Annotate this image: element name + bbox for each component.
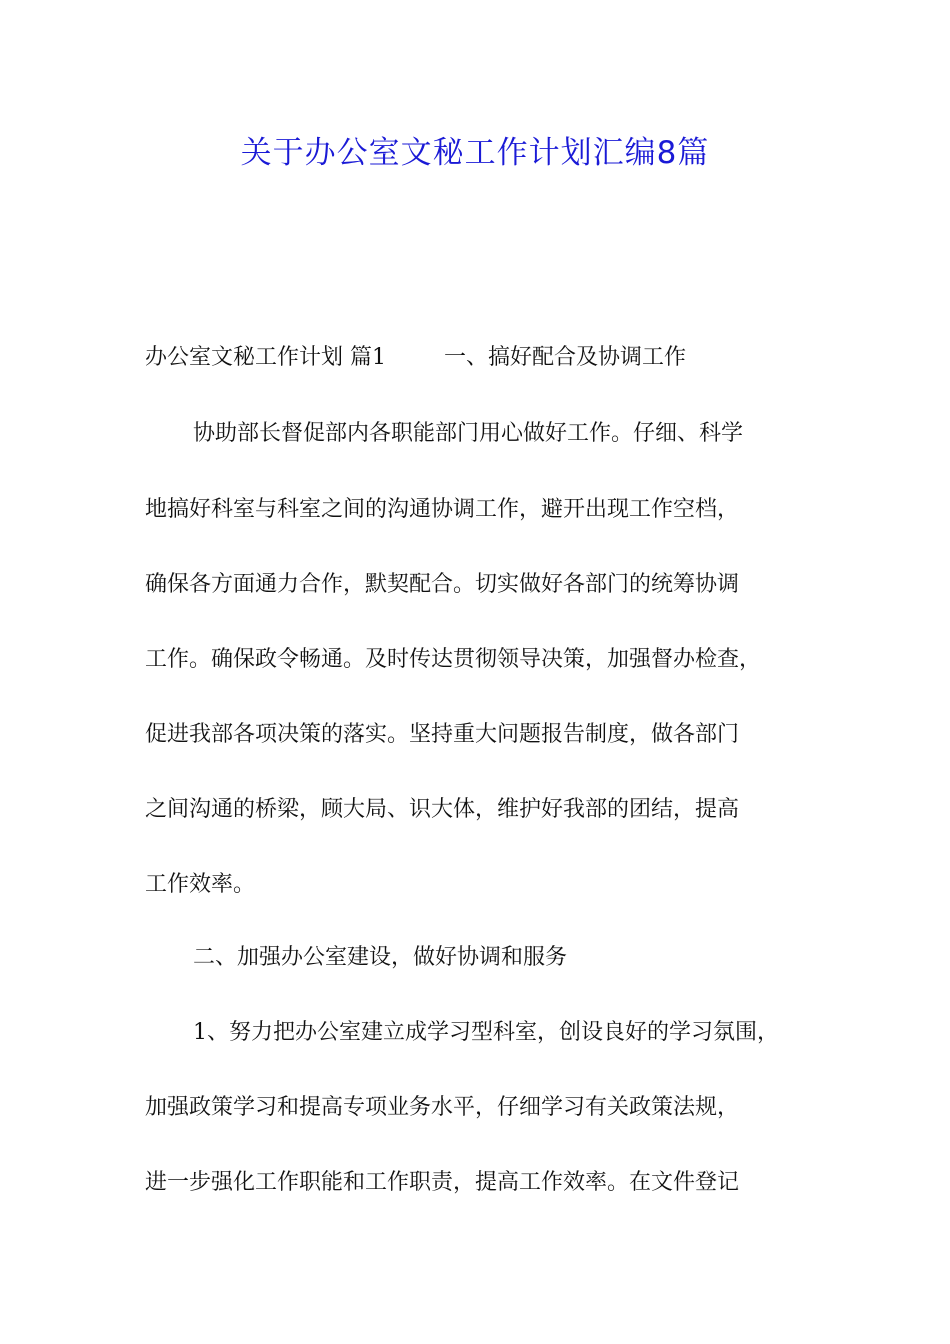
paragraph-line: 加强政策学习和提高专项业务水平，仔细学习有关政策法规， xyxy=(145,1095,740,1120)
section-heading xyxy=(145,342,835,374)
paragraph-line: 确保各方面通力合作，默契配合。切实做好各部门的统筹协调 xyxy=(145,572,740,597)
paragraph-line: 之间沟通的桥梁，顾大局、识大体，维护好我部的团结，提高 xyxy=(145,797,740,822)
subsection-heading: 二、加强办公室建设，做好协调和服务 xyxy=(193,945,568,970)
paragraph-line: 工作。确保政令畅通。及时传达贯彻领导决策，加强督办检查， xyxy=(145,647,762,672)
paragraph-line: 促进我部各项决策的落实。坚持重大问题报告制度，做各部门 xyxy=(145,722,740,747)
paragraph-line: 协助部长督促部内各职能部门用心做好工作。仔细、科学 xyxy=(193,421,744,446)
paragraph-line: 地搞好科室与科室之间的沟通协调工作，避开出现工作空档， xyxy=(145,497,740,522)
section-title: 一、搞好配合及协调工作 xyxy=(444,345,687,370)
paragraph-line: 工作效率。 xyxy=(145,872,256,897)
paragraph-line: 进一步强化工作职能和工作职责，提高工作效率。在文件登记 xyxy=(145,1170,740,1195)
plan-label: 办公室文秘工作计划 篇1 xyxy=(145,345,386,370)
document-title: 关于办公室文秘工作计划汇编8篇 xyxy=(240,135,710,171)
paragraph-line: 1、努力把办公室建立成学习型科室，创设良好的学习氛围， xyxy=(193,1020,779,1045)
